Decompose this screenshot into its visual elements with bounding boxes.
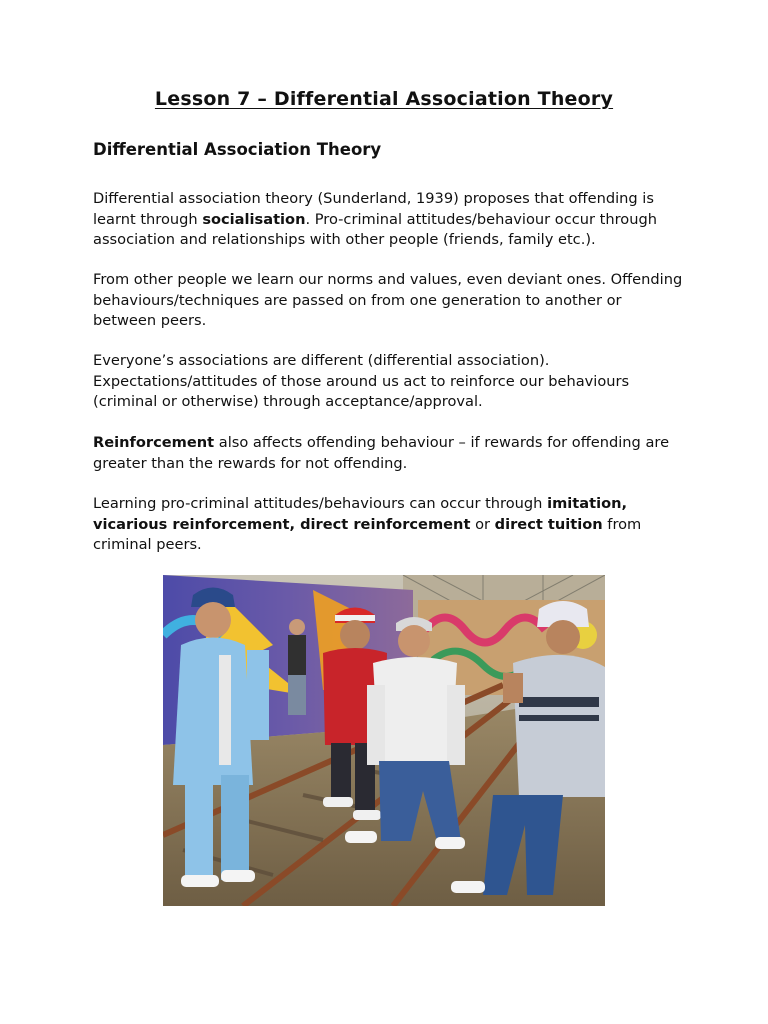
paragraph-5-bold-direct-tuition: direct tuition bbox=[494, 515, 603, 533]
document-title: Lesson 7 – Differential Association Theory bbox=[154, 88, 614, 110]
paragraph-1 bbox=[93, 189, 683, 251]
paragraph-4-text: also affects offending behaviour – if rewards for offending are greater than the rewards for not offending. bbox=[93, 434, 670, 472]
paragraph-5 bbox=[93, 494, 683, 556]
paragraph-5-bold-reinforcement-types: imitation, vicarious reinforcement, direct reinforcement bbox=[93, 495, 628, 533]
paragraph-3-text: Everyone’s associations are different (differential association). Expectations/attitudes of those around us act to reinforce our behaviours (criminal or otherwise) through acceptance/approval. bbox=[93, 352, 630, 410]
paragraph-1-text-2: . Pro-criminal attitudes/behaviour occur through association and relationships with other people (friends, family etc.). bbox=[93, 210, 657, 248]
paragraph-3 bbox=[93, 351, 683, 413]
paragraph-1-bold-socialisation: socialisation bbox=[202, 210, 306, 228]
group-photo bbox=[163, 575, 605, 906]
paragraph-5-text-1: Learning pro-criminal attitudes/behaviours can occur through bbox=[93, 495, 548, 512]
paragraph-5-text-2: or bbox=[470, 515, 495, 533]
group-photo-illustration bbox=[163, 575, 605, 906]
paragraph-5-text-3: from criminal peers. bbox=[93, 515, 642, 553]
paragraph-1-text-1: Differential association theory (Sunderland, 1939) proposes that offending is learnt through bbox=[93, 190, 654, 228]
paragraph-4 bbox=[93, 433, 683, 474]
paragraph-2-text: From other people we learn our norms and values, even deviant ones. Offending behaviours/techniques are passed on from one generation to another or between peers. bbox=[93, 271, 683, 329]
paragraph-4-bold-reinforcement: Reinforcement bbox=[93, 434, 215, 451]
paragraph-2 bbox=[93, 270, 683, 332]
section-heading: Differential Association Theory bbox=[93, 140, 382, 159]
